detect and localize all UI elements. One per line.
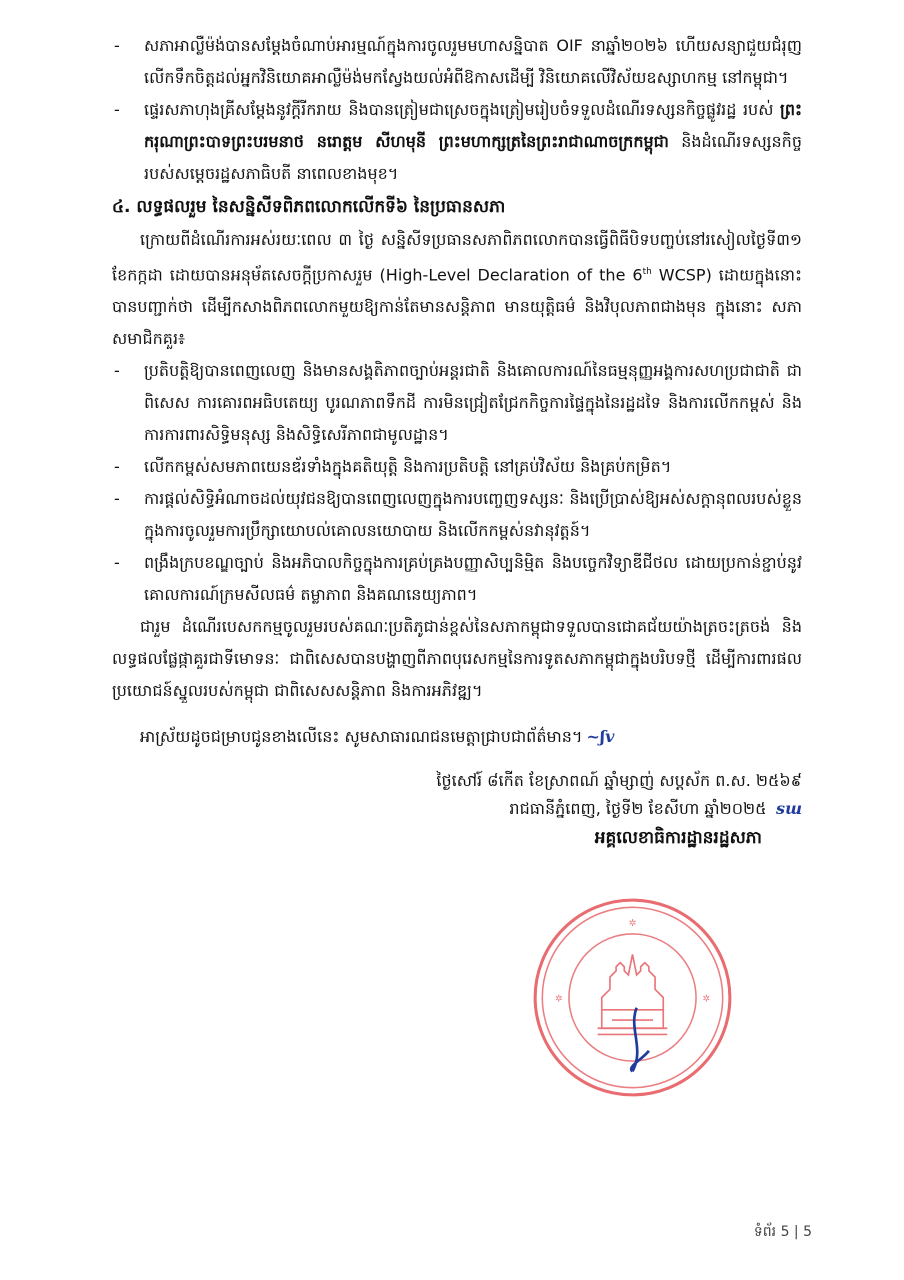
royal-title: ព្រះករុណាព្រះបាទព្រះបរមនាថ នរោត្ដម សីហមុនី ព្រះមហាក្សត្រនៃព្រះរាជាណាចក្រកម្ពុជា — [144, 100, 802, 151]
conclusion-paragraph: ជារួម ដំណើរបេសកកម្មចូលរួមរបស់គណៈប្រតិភូជាន់ខ្ពស់នៃសភាកម្ពុជាទទួលបានជោគជ័យយ៉ាងត្រចះត្រចង់ និងលទ្ធផលផ្លែផ្កាគួរជាទីមោទនៈ ជាពិសេសបានបង្ហាញពីភាពបុរេសកម្មនៃការទូតសភាកម្ពុជាក្នុងបរិបទថ្មី ដើម្បីការពារផលប្រយោជន៍ស្នួលរបស់កម្ពុជា ជាពិសេសសន្តិភាព និងការអភិវឌ្ឍ។ — [112, 617, 802, 701]
intro-paragraph: ក្រោយពីដំណើរការអស់រយៈពេល ៣ ថ្ងៃ សន្និសីទប្រធានសភាពិភពលោកបានធ្វើពិធីបិទបញ្ចប់នៅរសៀលថ្ងៃទី៣១ ខែកក្កដា ដោយបានអនុម័តសេចក្ដីប្រកាសរួម (High-Level Declaration of the 6th WCSP) ដោយក្នុងនោះបានបញ្ជាក់ថា ដើម្បីកសាងពិភពលោកមួយឱ្យកាន់តែមានសន្តិភាព មានយុត្តិធម៌ និងវិបុលភាពជាងមុន ក្នុងនោះ សភាសមាជិកគួរ៖ — [112, 230, 803, 349]
section-heading: ៤. លទ្ធផលរួម នៃសន្និសីទពិភពលោកលើកទី៦ នៃប្រធានសភា — [112, 197, 506, 217]
bullet-text: ពង្រឹងក្របខណ្ឌច្បាប់ និងអភិបាលកិច្ចក្នុងការគ្រប់គ្រងបញ្ញាសិប្បនិម្មិត និងបច្ចេកវិទ្យាឌីជីថល ដោយប្រកាន់ខ្ជាប់នូវគោលការណ៍ក្រមសីលធម៌ តម្លាភាព និងគណនេយ្យភាព។ — [144, 553, 802, 605]
bullet-text: សភាអាល្លឺម៉ង់បានសម្ដែងចំណាប់អារម្មណ៍ក្នុងការចូលរួមមហាសន្និបាត OIF នាឆ្នាំ២០២៦ ហើយសន្យាជួយជំរុញលើកទឹកចិត្តដល់អ្នកវិនិយោគអាល្លឺម៉ង់មកស្វែងយល់អំពីឱកាសដើម្បី វិនិយោគលើវិស័យឧស្សាហកម្ម នៅកម្ពុជា។ — [144, 36, 802, 87]
bullet-item: - ផ្ទេរសភាហុងគ្រីសម្ដែងនូវក្ដីរីករាយ និងបានត្រៀមជាស្រេចក្នុងត្រៀមរៀបចំទទួលដំណើរទស្សនកិច្ចផ្លូវរដ្ឋ របស់ ព្រះករុណាព្រះបាទព្រះបរមនាថ នរោត្ដម សីហមុនី ព្រះមហាក្សត្រនៃព្រះរាជាណាចក្រកម្ពុជា និងដំណើរទស្សនកិច្ចរបស់សម្ដេចរដ្ឋសភាធិបតី នាពេលខាងមុខ។ — [114, 100, 802, 183]
bullet-item: - ប្រតិបត្តិឱ្យបានពេញលេញ និងមានសង្គតិភាពច្បាប់អន្តរជាតិ និងគោលការណ៍នៃធម្មនុញ្ញអង្គការសហប្រជាជាតិ ជាពិសេស ការគោរពអធិបតេយ្យ បូរណភាពទឹកដី ការមិនជ្រៀតជ្រែកកិច្ចការផ្ទៃក្នុងនៃរដ្ឋដទៃ និងការលើកកម្ពស់ និងការការពារសិទ្ធិមនុស្ស និងសិទ្ធិសេរីភាពជាមូលដ្ឋាន។ — [114, 361, 802, 445]
bullet-text: ប្រតិបត្តិឱ្យបានពេញលេញ និងមានសង្គតិភាពច្បាប់អន្តរជាតិ និងគោលការណ៍នៃធម្មនុញ្ញអង្គការសហប្រជាជាតិ ជាពិសេស ការគោរពអធិបតេយ្យ បូរណភាពទឹកដី ការមិនជ្រៀតជ្រែកកិច្ចការផ្ទៃក្នុងនៃរដ្ឋដទៃ និងការលើកកម្ពស់ និងការការពារសិទ្ធិមនុស្ស និងសិទ្ធិសេរីភាពជាមូលដ្ឋាន។ — [144, 361, 802, 445]
svg-text:✲: ✲ — [702, 993, 711, 1005]
bullet-text-post: និងដំណើរទស្សនកិច្ចរបស់សម្ដេចរដ្ឋសភាធិបតី នាពេលខាងមុខ។ — [144, 132, 802, 183]
page-footer — [754, 1222, 812, 1243]
bullet-text-pre: ផ្ទេរសភាហុងគ្រីសម្ដែងនូវក្ដីរីករាយ និងបានត្រៀមជាស្រេចក្នុងត្រៀមរៀបចំទទួលដំណើរទស្សនកិច្ចផ្លូវរដ្ឋ របស់ — [144, 100, 781, 119]
page-number: 5 | 5 — [780, 1224, 812, 1240]
lunar-date: ថ្ងៃសៅរ៍ ៨កើត ខែស្រាពណ៍ ឆ្នាំម្សាញ់ សប្តស័ក ព.ស. ២៥៦៩ — [436, 771, 802, 791]
bullet-item: - លើកកម្ពស់សមភាពយេនឌ័រទាំងក្នុងគតិយុត្តិ និងការប្រតិបត្តិ នៅគ្រប់វិស័យ និងគ្រប់កម្រិត។ — [114, 457, 672, 477]
page-label: ទំព័រ — [753, 1224, 777, 1240]
bullet-item: - ការផ្ដល់សិទ្ធិអំណាចដល់យុវជនឱ្យបានពេញលេញក្នុងការបញ្ចេញទស្សនៈ និងប្រើប្រាស់ឱ្យអស់សក្ដានុពលរបស់ខ្លួន ក្នុងការចូលរួមការប្រឹក្សាយោបល់គោលនយោបាយ និងលើកកម្ពស់នវានុវត្តន៍។ — [114, 489, 802, 541]
official-seal-icon — [530, 895, 735, 1100]
bullet-text: ការផ្ដល់សិទ្ធិអំណាចដល់យុវជនឱ្យបានពេញលេញក្នុងការបញ្ចេញទស្សនៈ និងប្រើប្រាស់ឱ្យអស់សក្ដានុពលរបស់ខ្លួន ក្នុងការចូលរួមការប្រឹក្សាយោបល់គោលនយោបាយ និងលើកកម្ពស់នវានុវត្តន៍។ — [144, 489, 802, 541]
bullet-text: លើកកម្ពស់សមភាពយេនឌ័រទាំងក្នុងគតិយុត្តិ និងការប្រតិបត្តិ នៅគ្រប់វិស័យ និងគ្រប់កម្រិត។ — [144, 457, 672, 477]
bullet-item: - សភាអាល្លឺម៉ង់បានសម្ដែងចំណាប់អារម្មណ៍ក្នុងការចូលរួមមហាសន្និបាត OIF នាឆ្នាំ២០២៦ ហើយសន្យាជួយជំរុញលើកទឹកចិត្តដល់អ្នកវិនិយោគអាល្លឺម៉ង់មកស្វែងយល់អំពីឱកាសដើម្បី វិនិយោគលើវិស័យឧស្សាហកម្ម នៅកម្ពុជា។ — [114, 36, 802, 87]
handwritten-initial: ~ʃv — [586, 727, 615, 747]
svg-text:✲: ✲ — [628, 917, 637, 929]
signatory-title: អគ្គលេខាធិការដ្ឋានរដ្ឋសភា — [594, 828, 762, 849]
handwritten-initial: sш — [770, 799, 802, 819]
solar-date: រាជធានីភ្នំពេញ, ថ្ងៃទី២ ខែសីហា ឆ្នាំ២០២៥ sш — [509, 799, 802, 819]
closing-line: អាស្រ័យដូចជម្រាបជូនខាងលើនេះ សូមសាធារណជនមេត្តាជ្រាបជាព័ត៌មាន។ ~ʃv — [140, 727, 615, 747]
svg-text:✲: ✲ — [554, 993, 563, 1005]
document-body — [112, 30, 802, 853]
bullet-item: - ពង្រឹងក្របខណ្ឌច្បាប់ និងអភិបាលកិច្ចក្នុងការគ្រប់គ្រងបញ្ញាសិប្បនិម្មិត និងបច្ចេកវិទ្យាឌីជីថល ដោយប្រកាន់ខ្ជាប់នូវគោលការណ៍ក្រមសីលធម៌ តម្លាភាព និងគណនេយ្យភាព។ — [114, 553, 802, 605]
